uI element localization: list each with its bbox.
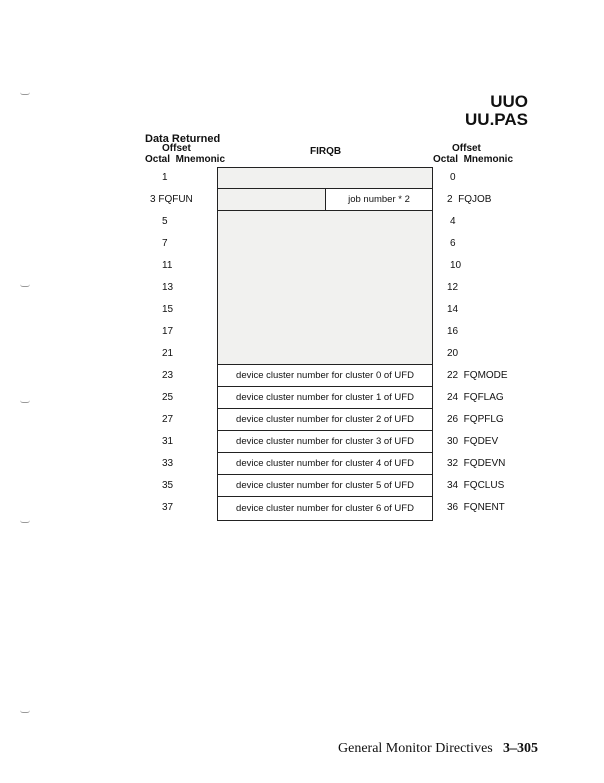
right-offset-label: 24 FQFLAG (447, 392, 504, 403)
right-offset-label: 14 (447, 304, 459, 315)
block-title: FIRQB (310, 146, 342, 157)
left-offset-label: 15 (162, 304, 174, 315)
right-offset-label: 2 FQJOB (447, 194, 492, 205)
left-offset-label: 25 (162, 392, 174, 403)
field-cluster-0: device cluster number for cluster 0 of UFD (217, 364, 433, 387)
left-mnemonic-header: Octal Mnemonic (145, 154, 226, 165)
right-offset-header: Offset (452, 143, 481, 154)
right-offset-label: 36 FQNENT (447, 502, 505, 513)
right-offset-label: 30 FQDEV (447, 436, 499, 447)
field-bytes-4-21 (217, 210, 433, 365)
right-offset-label: 20 (447, 348, 459, 359)
footer-section: General Monitor Directives (338, 741, 493, 756)
left-offset-label: 5 (162, 216, 168, 227)
left-offset-label: 3 FQFUN (150, 194, 193, 205)
right-mnemonic-header: Octal Mnemonic (433, 154, 514, 165)
field-cluster-6: device cluster number for cluster 6 of UFD (217, 496, 433, 521)
left-offset-label: 13 (162, 282, 174, 293)
right-offset-label: 0 (450, 172, 456, 183)
field-fqjob: job number * 2 (325, 188, 433, 211)
right-offset-label: 16 (447, 326, 459, 337)
field-cluster-3: device cluster number for cluster 3 of UFD (217, 430, 433, 453)
field-cluster-2: device cluster number for cluster 2 of UFD (217, 408, 433, 431)
field-byte-0-1 (217, 167, 433, 189)
left-offset-label: 17 (162, 326, 174, 337)
header-subtitle: UU.PAS (465, 110, 528, 129)
left-offset-label: 23 (162, 370, 174, 381)
section-title: Data Returned (145, 133, 221, 145)
left-offset-label: 31 (162, 436, 174, 447)
header-title: UUO (490, 92, 528, 111)
left-offset-label: 33 (162, 458, 174, 469)
left-offset-label: 11 (162, 260, 173, 271)
field-cluster-1: device cluster number for cluster 1 of UFD (217, 386, 433, 409)
right-offset-label: 34 FQCLUS (447, 480, 505, 491)
left-offset-label: 7 (162, 238, 168, 249)
field-cluster-4: device cluster number for cluster 4 of UFD (217, 452, 433, 475)
right-offset-label: 26 FQPFLG (447, 414, 504, 425)
left-offset-label: 1 (162, 172, 168, 183)
right-offset-label: 4 (450, 216, 456, 227)
right-offset-label: 22 FQMODE (447, 370, 508, 381)
field-cluster-5: device cluster number for cluster 5 of UFD (217, 474, 433, 497)
right-offset-label: 12 (447, 282, 459, 293)
left-offset-label: 35 (162, 480, 174, 491)
left-offset-label: 27 (162, 414, 174, 425)
field-fqfun (217, 188, 326, 211)
right-offset-label: 6 (450, 238, 456, 249)
left-offset-header: Offset (162, 143, 191, 154)
right-offset-label: 10 (450, 260, 462, 271)
left-offset-label: 37 (162, 502, 174, 513)
left-offset-label: 21 (162, 348, 174, 359)
footer-page-number: 3–305 (503, 741, 538, 756)
right-offset-label: 32 FQDEVN (447, 458, 506, 469)
